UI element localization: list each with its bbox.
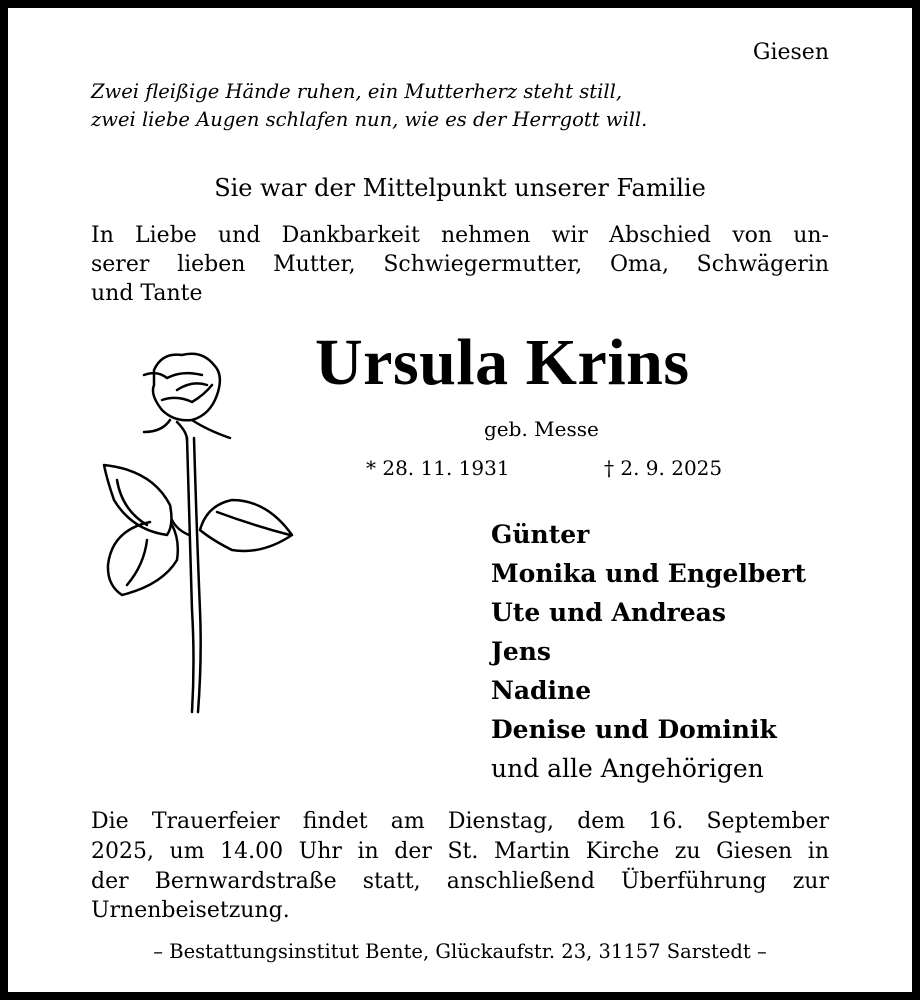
intro-line-1: In Liebe und Dankbarkeit nehmen wir Abschied von un- [91,223,829,248]
location: Giesen [752,40,829,65]
mourner: Monika und Engelbert [491,559,807,588]
mourner: Ute und Andreas [491,598,726,627]
funeral-home: – Bestattungsinstitut Bente, Glückaufstr. 23, 31157 Sarstedt – [153,940,767,963]
mourners-closing: und alle Angehörigen [491,754,764,783]
rose-icon [92,340,312,720]
mourner: Günter [491,520,590,549]
poem-line-1: Zwei fleißige Hände ruhen, ein Mutterherz steht still, [91,80,623,103]
poem-line-2: zwei liebe Augen schlafen nun, wie es der Herrgott will. [91,108,648,131]
deceased-name: Ursula Krins [315,326,690,399]
mourner: Nadine [491,676,592,705]
maiden-name: geb. Messe [484,417,599,441]
service-line-2: 2025, um 14.00 Uhr in der St. Martin Kirche zu Giesen in [91,839,829,864]
birth-date: * 28. 11. 1931 [366,456,510,480]
service-line-4: Urnenbeisetzung. [91,898,290,923]
death-date: † 2. 9. 2025 [604,456,723,480]
intro-line-2: serer lieben Mutter, Schwiegermutter, Oma, Schwägerin [91,252,829,277]
mourner: Jens [491,637,551,666]
service-line-1: Die Trauerfeier findet am Dienstag, dem 16. September [91,809,829,834]
mourner: Denise und Dominik [491,715,777,744]
headline: Sie war der Mittelpunkt unserer Familie [214,174,706,202]
intro-line-3: und Tante [91,281,203,306]
service-line-3: der Bernwardstraße statt, anschließend Überführung zur [91,869,829,894]
